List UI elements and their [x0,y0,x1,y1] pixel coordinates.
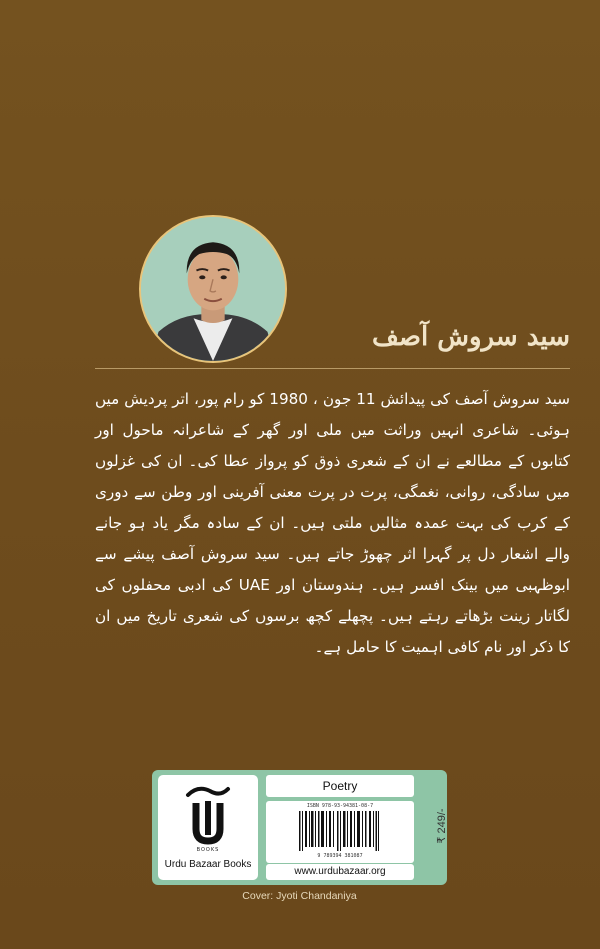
bio-line: سید سروش آصف کی پیدائش 11 جون ، 1980 کو رام پور، اتر پردیش میں ہوئی۔ [95,390,571,439]
price-label: ₹ 249/- [436,808,448,844]
publisher-logo-icon [184,785,232,847]
author-name: سید سروش آصف [371,322,570,352]
publisher-logo-box [158,775,258,880]
logo-subtext: BOOKS [196,847,220,853]
book-info-box [266,775,414,880]
bio-line: اہمیت کا حامل ہے۔ [314,638,443,656]
cover-credit: Cover: Jyoti Chandaniya [242,890,357,902]
isbn-label: ISBN 978-93-94381-08-7 [306,803,374,809]
isbn-digits: 9 789394 381087 [317,853,363,859]
author-portrait [139,215,287,363]
genre-label: Poetry [266,775,414,797]
bio-line: شاعری انہیں وراثت میں ملی اور گھر کے شاعرانہ ماحول اور کتابوں کے مطالعے نے ان [95,421,571,470]
bio-line: مگر یاد ہو جانے والے اشعار دل پر گہرا اثر چھوڑ جاتے ہیں۔ سید سروش آصف پیشے [95,514,570,563]
author-bio [95,384,570,663]
publisher-website: www.urdubazaar.org [266,864,414,880]
bio-line: معنی آفرینی اور وطن سے دوری کے کرب کی بہت عمدہ مثالیں ملتی ہیں۔ ان کے سادہ [95,483,570,532]
isbn-barcode [266,801,414,863]
barcode-icon [299,811,379,851]
publisher-name: Urdu Bazaar Books [164,859,252,870]
bio-line: سے ابوظہبی میں بینک افسر ہیں۔ ہندوستان اور UAE کی ادبی محفلوں کی لگاتار [95,545,571,625]
bio-line: زینت بڑھاتے رہتے ہیں۔ پچھلے کچھ برسوں کی شعری تاریخ میں ان کا ذکر اور نام کافی [95,607,570,656]
bio-line: کے شعری ذوق کو پرواز عطا کی۔ ان کی غزلوں میں سادگی، روانی، نغمگی، پرت در پرت [95,452,570,501]
author-photo-illustration [141,217,285,361]
divider-line [95,368,570,369]
